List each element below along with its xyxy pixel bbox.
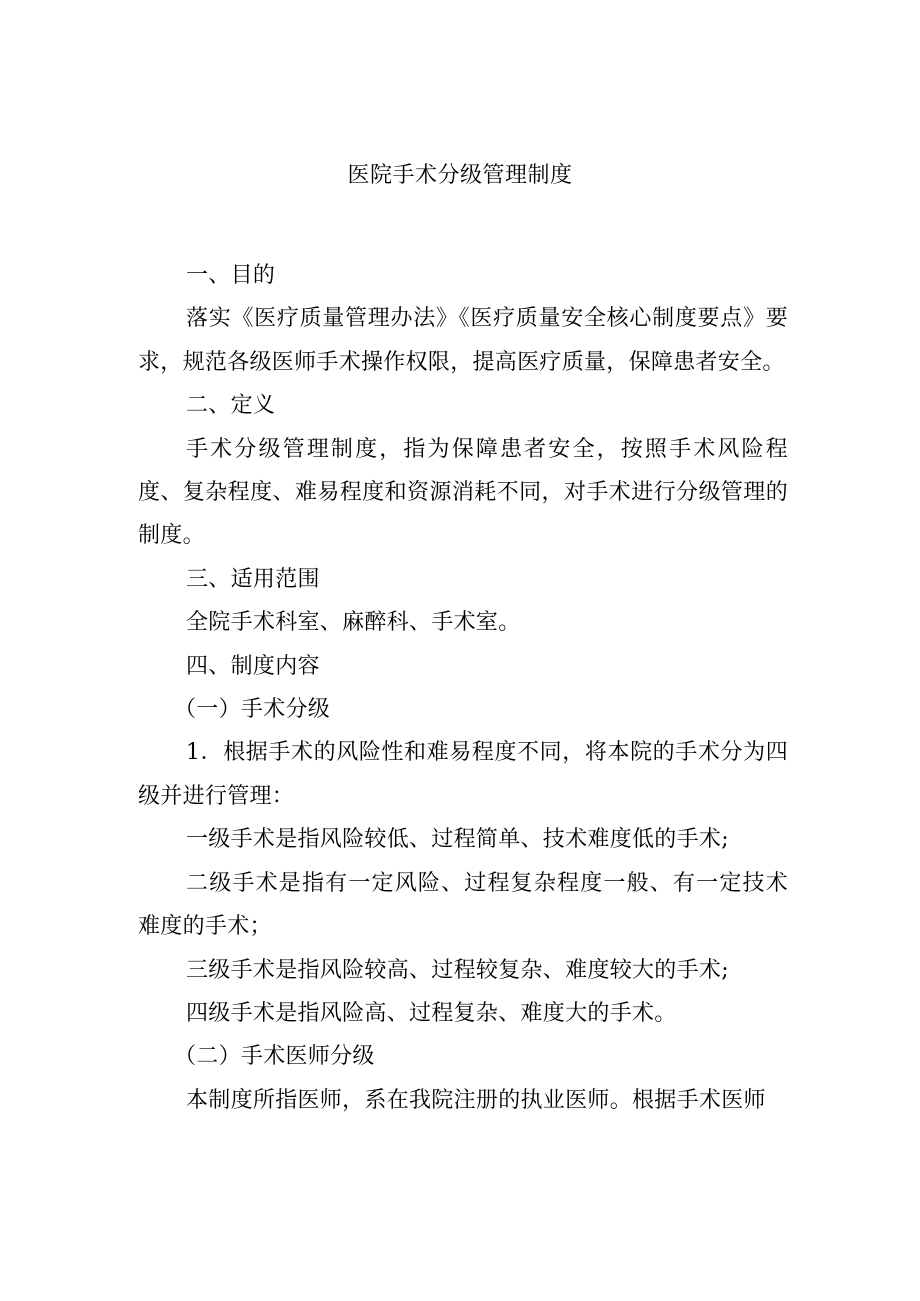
paragraph-grade-1: 一级手术是指风险较低、过程简单、技术难度低的手术; xyxy=(186,827,729,853)
section-heading-scope: 三、适用范围 xyxy=(186,566,320,592)
section-heading-content: 四、制度内容 xyxy=(186,653,320,679)
paragraph-grade-2: 二级手术是指有一定风险、过程复杂程度一般、有一定技术难度的手术； xyxy=(138,870,788,940)
subsection-heading-surgery-grading: （一）手术分级 xyxy=(174,697,331,723)
paragraph-purpose: 落实《医疗质量管理办法》《医疗质量安全核心制度要点》要求，规范各级医师手术操作权限，提高医疗质量，保障患者安全。 xyxy=(138,306,788,375)
paragraph-definition: 手术分级管理制度，指为保障患者安全，按照手术风险程度、复杂程度、难易程度和资源消耗不同，对手术进行分级管理的制度。 xyxy=(138,436,788,549)
document-body xyxy=(138,254,788,1122)
paragraph-grade-4: 四级手术是指风险高、过程复杂、难度大的手术。 xyxy=(186,1000,677,1026)
paragraph-grade-3: 三级手术是指风险较高、过程较复杂、难度较大的手术; xyxy=(186,957,729,983)
paragraph-surgeon-definition: 本制度所指医师，系在我院注册的执业医师。根据手术医师 xyxy=(186,1087,766,1113)
document-title: 医院手术分级管理制度 xyxy=(347,163,573,188)
section-heading-definition: 二、定义 xyxy=(186,393,276,419)
subsection-heading-surgeon-grading: （二）手术医师分级 xyxy=(174,1044,375,1070)
paragraph-scope: 全院手术科室、麻醉科、手术室。 xyxy=(186,610,521,636)
paragraph-grading-intro: 1．根据手术的风险性和难易程度不同，将本院的手术分为四级并进行管理： xyxy=(138,740,788,809)
section-heading-purpose: 一、目的 xyxy=(186,263,276,288)
